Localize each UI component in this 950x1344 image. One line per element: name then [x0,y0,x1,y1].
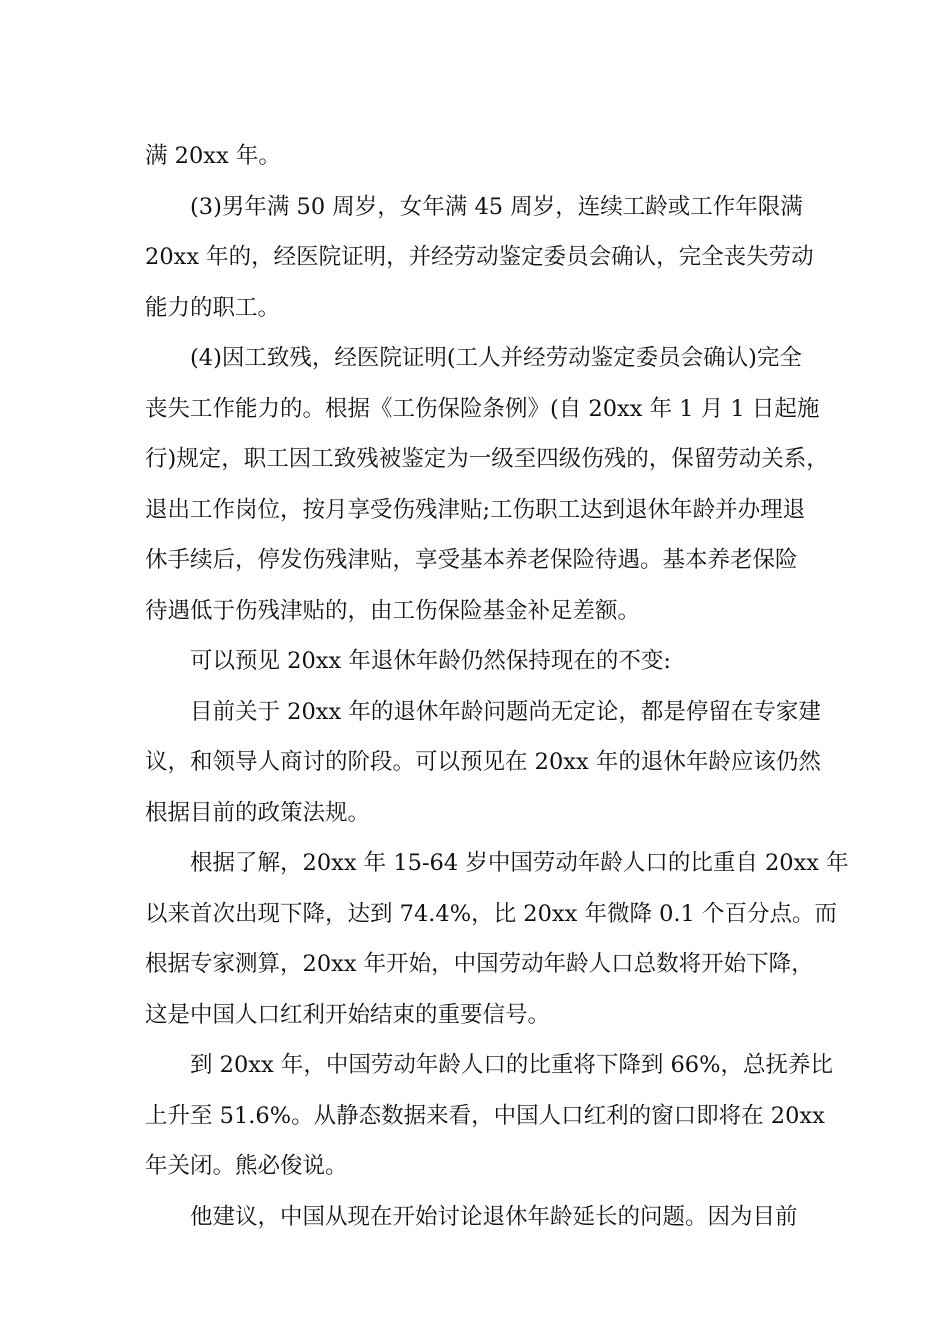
text-line: 行)规定，职工因工致残被鉴定为一级至四级伤残的，保留劳动关系， [145,446,829,472]
text-line: 可以预见 20xx 年退休年龄仍然保持现在的不变: [190,648,671,674]
text-line: 议，和领导人商讨的阶段。可以预见在 20xx 年的退休年龄应该仍然 [145,749,821,775]
text-line: 到 20xx 年，中国劳动年龄人口的比重将下降到 66%，总抚养比 [190,1052,833,1078]
text-line: 上升至 51.6%。从静态数据来看，中国人口红利的窗口即将在 20xx [145,1102,825,1129]
text-line: 他建议，中国从现在开始讨论退休年龄延长的问题。因为目前 [190,1203,798,1230]
text-line: 能力的职工。 [145,294,281,321]
text-line: 根据了解，20xx 年 15-64 岁中国劳动年龄人口的比重自 20xx 年 [190,850,849,876]
text-line: 根据专家测算，20xx 年开始，中国劳动年龄人口总数将开始下降， [145,951,814,977]
text-line: 丧失工作能力的。根据《工伤保险条例》(自 20xx 年 1 月 1 日起施 [145,395,820,422]
text-line: 目前关于 20xx 年的退休年龄问题尚无定论，都是停留在专家建 [190,698,821,725]
document-body [145,131,849,1242]
text-line: (3)男年满 50 周岁，女年满 45 周岁，连续工龄或工作年限满 [190,193,803,220]
text-line: 退出工作岗位，按月享受伤残津贴;工伤职工达到退休年龄并办理退 [145,496,806,523]
text-line: 待遇低于伤残津贴的，由工伤保险基金补足差额。 [145,597,641,624]
text-line: 年关闭。熊必俊说。 [145,1153,348,1179]
text-line: 根据目前的政策法规。 [145,799,371,826]
text-line: 满 20xx 年。 [145,143,281,169]
text-line: 这是中国人口红利开始结束的重要信号。 [145,1001,551,1028]
text-line: 以来首次出现下降，达到 74.4%，比 20xx 年微降 0.1 个百分点。而 [145,900,838,927]
text-line: 20xx 年的，经医院证明，并经劳动鉴定委员会确认，完全丧失劳动 [145,244,814,270]
text-line: (4)因工致残，经医院证明(工人并经劳动鉴定委员会确认)完全 [190,345,802,371]
text-line: 休手续后，停发伤残津贴，享受基本养老保险待遇。基本养老保险 [145,547,798,573]
